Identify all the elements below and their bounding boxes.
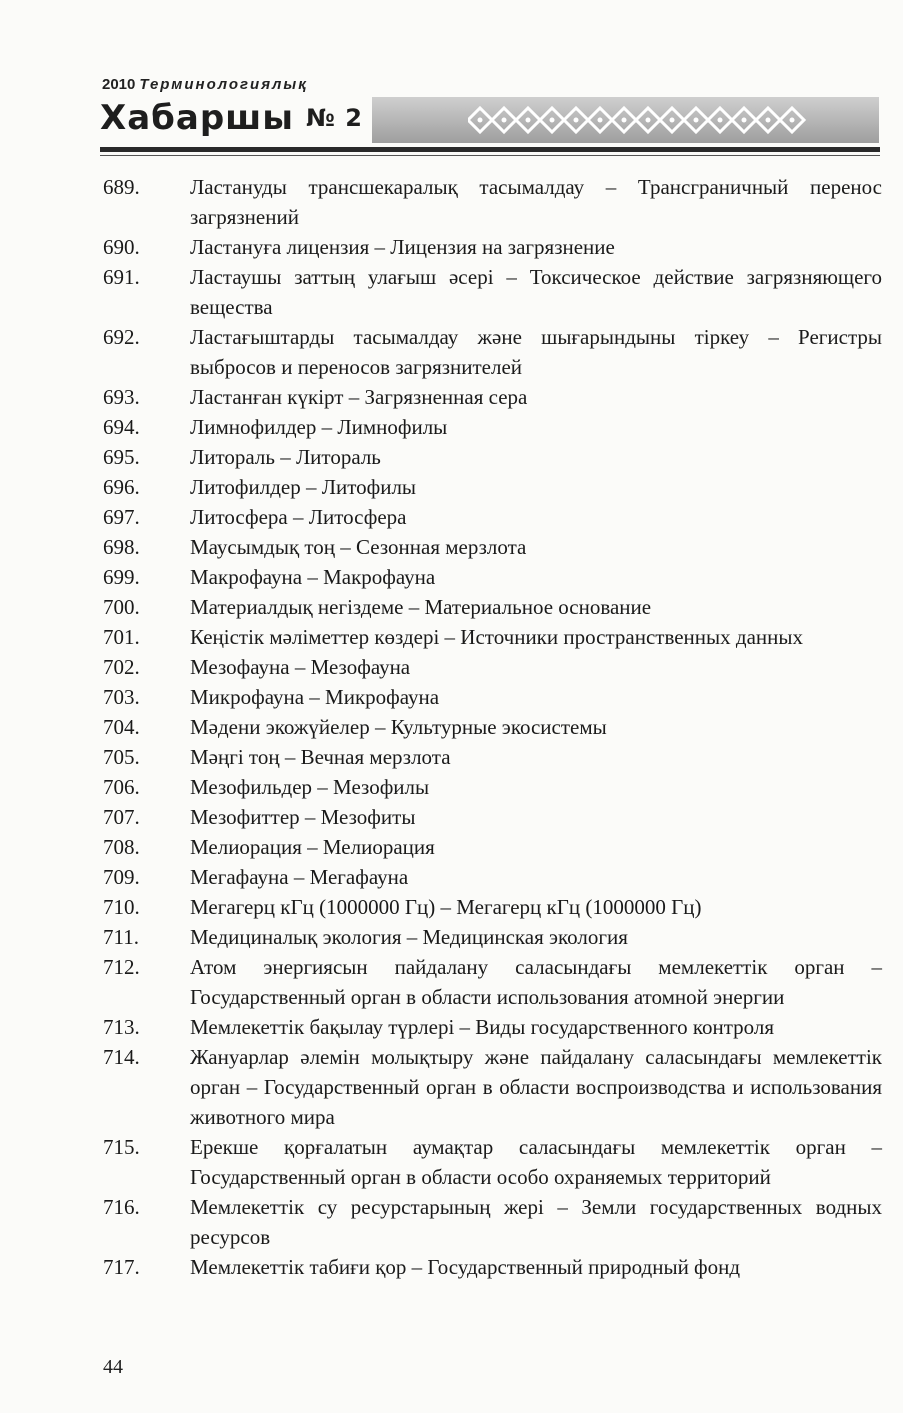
entry-text: Ластаушы заттың улағыш әсері – Токсическое действие загрязняющего вещества bbox=[190, 265, 882, 319]
entry-text: Лимнофилдер – Лимнофилы bbox=[190, 415, 448, 439]
glossary-entry bbox=[0, 952, 903, 1012]
entry-text: Мегагерц кГц (1000000 Гц) – Мегагерц кГц (1000000 Гц) bbox=[190, 895, 702, 919]
entry-number: 704. bbox=[103, 715, 140, 739]
entry-text: Маусымдық тоң – Сезонная мерзлота bbox=[190, 535, 527, 559]
header-series-line bbox=[102, 76, 308, 93]
entry-text: Материалдық негіздеме – Материальное основание bbox=[190, 595, 652, 619]
glossary-entry bbox=[0, 1042, 903, 1132]
entry-text: Ерекше қорғалатын аумақтар саласындағы мемлекеттік орган – Государственный орган в области особо охраняемых территорий bbox=[190, 1135, 882, 1189]
entry-number: 699. bbox=[103, 565, 140, 589]
glossary-entry bbox=[0, 832, 903, 862]
entry-number: 693. bbox=[103, 385, 140, 409]
header-title: Хабаршы bbox=[100, 98, 295, 138]
glossary-entry bbox=[0, 1132, 903, 1192]
entry-text: Медициналық экология – Медицинская экология bbox=[190, 925, 628, 949]
header-rule-thin bbox=[100, 155, 880, 156]
glossary-entry bbox=[0, 712, 903, 742]
entry-number: 714. bbox=[103, 1045, 140, 1069]
entry-text: Микрофауна – Микрофауна bbox=[190, 685, 440, 709]
entry-number: 716. bbox=[103, 1195, 140, 1219]
entry-number: 706. bbox=[103, 775, 140, 799]
header-year: 2010 bbox=[102, 76, 136, 93]
entry-number: 715. bbox=[103, 1135, 140, 1159]
entry-text: Мемлекеттік бақылау түрлері – Виды государственного контроля bbox=[190, 1015, 775, 1039]
glossary-entry bbox=[0, 652, 903, 682]
entry-text: Мемлекеттік су ресурстарының жері – Земли государственных водных ресурсов bbox=[190, 1195, 882, 1249]
entry-text: Мезофауна – Мезофауна bbox=[190, 655, 411, 679]
header-title-line bbox=[100, 98, 363, 138]
page-number: 44 bbox=[103, 1356, 123, 1378]
entry-number: 708. bbox=[103, 835, 140, 859]
entry-text: Мезофиттер – Мезофиты bbox=[190, 805, 416, 829]
entry-number: 709. bbox=[103, 865, 140, 889]
glossary-entry bbox=[0, 622, 903, 652]
entry-text: Литораль – Литораль bbox=[190, 445, 381, 469]
glossary-entry bbox=[0, 1012, 903, 1042]
glossary-entry bbox=[0, 682, 903, 712]
entry-number: 695. bbox=[103, 445, 140, 469]
glossary-entry bbox=[0, 922, 903, 952]
entry-text: Литосфера – Литосфера bbox=[190, 505, 407, 529]
page-header bbox=[0, 0, 903, 170]
glossary-entries bbox=[0, 172, 903, 1282]
entry-number: 711. bbox=[103, 925, 139, 949]
entry-text: Ластануды трансшекаралық тасымалдау – Трансграничный перенос загрязнений bbox=[190, 175, 882, 229]
entry-text: Мелиорация – Мелиорация bbox=[190, 835, 435, 859]
glossary-entry bbox=[0, 232, 903, 262]
glossary-entry bbox=[0, 322, 903, 382]
entry-text: Мемлекеттік табиғи қор – Государственный природный фонд bbox=[190, 1255, 741, 1279]
entry-number: 700. bbox=[103, 595, 140, 619]
glossary-entry bbox=[0, 802, 903, 832]
glossary-entry bbox=[0, 1252, 903, 1282]
entry-number: 712. bbox=[103, 955, 140, 979]
entry-text: Кеңістік мәліметтер көздері – Источники пространственных данных bbox=[190, 625, 803, 649]
entry-text: Литофилдер – Литофилы bbox=[190, 475, 417, 499]
entry-number: 698. bbox=[103, 535, 140, 559]
entry-number: 689. bbox=[103, 175, 140, 199]
entry-number: 690. bbox=[103, 235, 140, 259]
entry-number: 692. bbox=[103, 325, 140, 349]
header-issue: № 2 bbox=[306, 104, 363, 132]
entry-text: Жануарлар әлемін молықтыру және пайдалану саласындағы мемлекеттік орган – Государственный орган в области воспроизводства и использования животного мира bbox=[190, 1045, 882, 1129]
entry-number: 701. bbox=[103, 625, 140, 649]
glossary-entry bbox=[0, 382, 903, 412]
header-ornament-band bbox=[372, 97, 879, 143]
glossary-entry bbox=[0, 1192, 903, 1252]
entry-number: 694. bbox=[103, 415, 140, 439]
entry-number: 703. bbox=[103, 685, 140, 709]
glossary-entry bbox=[0, 532, 903, 562]
entry-number: 707. bbox=[103, 805, 140, 829]
entry-text: Мәдени экожүйелер – Культурные экосистемы bbox=[190, 715, 607, 739]
entry-number: 710. bbox=[103, 895, 140, 919]
glossary-entry bbox=[0, 562, 903, 592]
entry-number: 713. bbox=[103, 1015, 140, 1039]
glossary-entry bbox=[0, 592, 903, 622]
glossary-entry bbox=[0, 442, 903, 472]
glossary-entry bbox=[0, 172, 903, 232]
entry-number: 717. bbox=[103, 1255, 140, 1279]
glossary-entry bbox=[0, 892, 903, 922]
entry-number: 691. bbox=[103, 265, 140, 289]
entry-text: Атом энергиясын пайдалану саласындағы мемлекеттік орган – Государственный орган в области использования атомной энергии bbox=[190, 955, 882, 1009]
entry-number: 702. bbox=[103, 655, 140, 679]
glossary-entry bbox=[0, 742, 903, 772]
header-series: Терминологиялық bbox=[139, 76, 308, 93]
entry-text: Макрофауна – Макрофауна bbox=[190, 565, 436, 589]
entry-text: Мегафауна – Мегафауна bbox=[190, 865, 409, 889]
glossary-entry bbox=[0, 502, 903, 532]
entry-text: Мезофильдер – Мезофилы bbox=[190, 775, 430, 799]
entry-number: 696. bbox=[103, 475, 140, 499]
entry-number: 705. bbox=[103, 745, 140, 769]
entry-text: Ластанған күкірт – Загрязненная сера bbox=[190, 385, 528, 409]
entry-text: Ластануға лицензия – Лицензия на загрязнение bbox=[190, 235, 615, 259]
entry-text: Ластағыштарды тасымалдау және шығарындыны тіркеу – Регистры выбросов и переносов загрязнителей bbox=[190, 325, 882, 379]
glossary-entry bbox=[0, 262, 903, 322]
header-rule-thick bbox=[100, 147, 880, 152]
ornament-pattern bbox=[468, 102, 808, 138]
entry-number: 697. bbox=[103, 505, 140, 529]
glossary-entry bbox=[0, 862, 903, 892]
glossary-entry bbox=[0, 772, 903, 802]
glossary-entry bbox=[0, 472, 903, 502]
glossary-entry bbox=[0, 412, 903, 442]
entry-text: Мәңгі тоң – Вечная мерзлота bbox=[190, 745, 451, 769]
